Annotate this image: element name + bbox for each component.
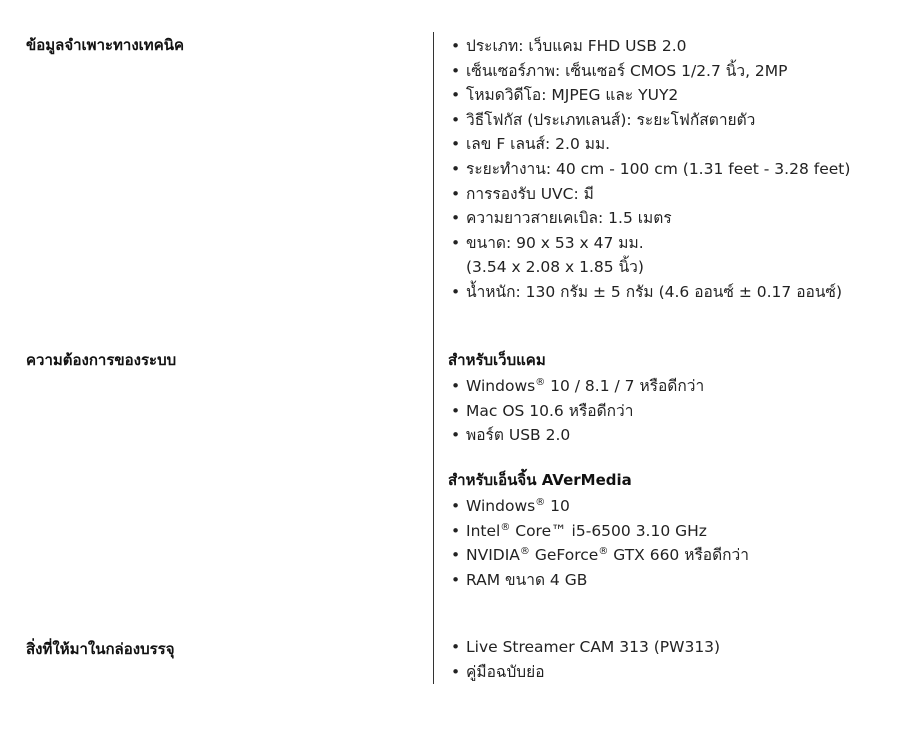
spec-item-cable-length: • ความยาวสายเคเบิล: 1.5 เมตร	[451, 209, 672, 228]
spec-item-type: • ประเภท: เว็บแคม FHD USB 2.0	[451, 37, 687, 55]
webcam-req-section	[448, 350, 888, 448]
webcam-req-heading: สำหรับเว็บแคม	[448, 351, 546, 369]
webcam-req-list	[448, 374, 888, 448]
in-box-label: สิ่งที่ให้มาในกล่องบรรจุ	[26, 640, 175, 658]
tech-specs-section	[448, 34, 888, 305]
box-item-camera: • Live Streamer CAM 313 (PW313)	[451, 638, 721, 656]
req-item-ram: • RAM ขนาด 4 GB	[451, 570, 588, 589]
in-box-section	[448, 635, 888, 684]
spec-item-video-mode: • โหมดวิดีโอ: MJPEG และ YUY2	[451, 86, 679, 105]
req-item-gpu: • NVIDIA® GeForce® GTX 660 หรือดีกว่า	[451, 546, 749, 565]
req-item-windows: • Windows® 10 / 8.1 / 7 หรือดีกว่า	[451, 376, 705, 395]
spec-item-uvc: • การรองรับ UVC: มี	[451, 184, 594, 203]
box-item-quick-guide: • คู่มือฉบับย่อ	[451, 662, 545, 681]
spec-item-f-number: • เลข F เลนส์: 2.0 มม.	[451, 135, 611, 154]
req-item-cpu: • Intel® Core™ i5-6500 3.10 GHz	[451, 521, 707, 540]
engine-req-section	[448, 470, 888, 592]
engine-req-list	[448, 494, 888, 592]
in-box-list	[448, 635, 888, 684]
req-item-usb-port: • พอร์ต USB 2.0	[451, 426, 571, 445]
engine-req-heading: สำหรับเอ็นจิ้น AVerMedia	[448, 471, 632, 489]
spec-item-dimensions: • ขนาด: 90 x 53 x 47 มม. (3.54 x 2.08 x 1.85 นิ้ว)	[451, 233, 644, 277]
column-divider	[433, 32, 434, 684]
req-item-macos: • Mac OS 10.6 หรือดีกว่า	[451, 401, 634, 420]
spec-item-weight: • น้ำหนัก: 130 กรัม ± 5 กรัม (4.6 ออนซ์ ± 0.17 ออนซ์)	[451, 282, 842, 301]
spec-item-focus: • วิธีโฟกัส (ประเภทเลนส์): ระยะโฟกัสตายตัว	[451, 110, 756, 129]
spec-item-working-range: • ระยะทำงาน: 40 cm - 100 cm (1.31 feet - 3.28 feet)	[451, 159, 851, 178]
system-req-label: ความต้องการของระบบ	[26, 351, 177, 369]
spec-item-sensor: • เซ็นเซอร์ภาพ: เซ็นเซอร์ CMOS 1/2.7 นิ้ว, 2MP	[451, 61, 788, 80]
req-item-engine-windows: • Windows® 10	[451, 496, 570, 515]
tech-specs-list	[448, 34, 888, 305]
tech-specs-label: ข้อมูลจำเพาะทางเทคนิค	[26, 36, 185, 54]
